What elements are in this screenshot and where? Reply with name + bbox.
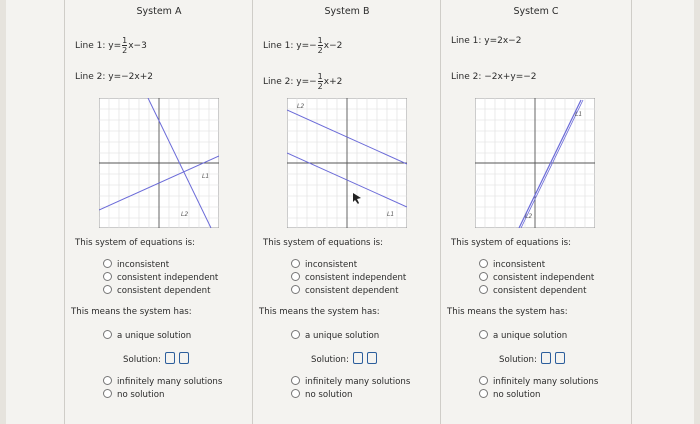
line-label-a: L1 — [575, 111, 583, 118]
unique-solution-option[interactable]: a unique solution — [103, 330, 191, 341]
inconsistent-option[interactable]: inconsistent — [479, 259, 545, 270]
radio-button[interactable] — [103, 272, 112, 281]
means-question: This means the system has: — [71, 307, 192, 317]
solution-input-y[interactable] — [367, 352, 377, 364]
solution-field[interactable]: Solution: — [123, 352, 189, 365]
infinitely-many-option[interactable]: infinitely many solutions — [479, 376, 598, 387]
system-b-panel — [252, 0, 441, 424]
system-title: System A — [136, 6, 182, 17]
worksheet — [6, 0, 694, 424]
line-2-equation: Line 2: y=−2x+2 — [75, 72, 153, 82]
radio-button[interactable] — [103, 285, 112, 294]
system-a-panel — [64, 0, 253, 424]
solution-input-y[interactable] — [555, 352, 565, 364]
graph[interactable] — [475, 98, 595, 228]
unique-solution-option[interactable]: a unique solution — [291, 330, 379, 341]
system-title: System C — [513, 6, 559, 17]
radio-button[interactable] — [479, 259, 488, 268]
radio-button[interactable] — [479, 376, 488, 385]
infinitely-many-option[interactable]: infinitely many solutions — [291, 376, 410, 387]
solution-input-y[interactable] — [179, 352, 189, 364]
line-2-equation: Line 2: −2x+y=−2 — [451, 72, 537, 82]
solution-field[interactable]: Solution: — [499, 352, 565, 365]
system-c-panel — [440, 0, 632, 424]
unique-solution-option[interactable]: a unique solution — [479, 330, 567, 341]
consistent-dependent-option[interactable]: consistent dependent — [103, 285, 210, 296]
radio-button[interactable] — [479, 272, 488, 281]
no-solution-option[interactable]: no solution — [103, 389, 164, 400]
infinitely-many-option[interactable]: infinitely many solutions — [103, 376, 222, 387]
line-label-b: L2 — [525, 213, 533, 220]
radio-button[interactable] — [291, 272, 300, 281]
no-solution-option[interactable]: no solution — [479, 389, 540, 400]
classification-question: This system of equations is: — [263, 238, 383, 248]
consistent-independent-option[interactable]: consistent independent — [291, 272, 406, 283]
system-title: System B — [324, 6, 370, 17]
line-1-equation: Line 1: y=− $\frac{1}{2}$ x−2 — [263, 36, 343, 55]
solution-field[interactable]: Solution: — [311, 352, 377, 365]
solution-input-x[interactable] — [541, 352, 551, 364]
radio-button[interactable] — [103, 330, 112, 339]
line-label-b: L1 — [387, 211, 395, 218]
line-2-equation: Line 2: y=− $\frac{1}{2}$ x+2 — [263, 72, 343, 91]
line-label-a: L1 — [202, 173, 210, 180]
inconsistent-option[interactable]: inconsistent — [103, 259, 169, 270]
radio-button[interactable] — [291, 330, 300, 339]
radio-button[interactable] — [291, 376, 300, 385]
radio-button[interactable] — [479, 330, 488, 339]
graph[interactable] — [99, 98, 219, 228]
solution-input-x[interactable] — [165, 352, 175, 364]
no-solution-option[interactable]: no solution — [291, 389, 352, 400]
graph[interactable] — [287, 98, 407, 228]
consistent-independent-option[interactable]: consistent independent — [479, 272, 594, 283]
radio-button[interactable] — [103, 259, 112, 268]
radio-button[interactable] — [103, 376, 112, 385]
consistent-independent-option[interactable]: consistent independent — [103, 272, 218, 283]
line-1-equation: Line 1: y= $\frac{1}{2}$ x−3 — [75, 36, 147, 55]
radio-button[interactable] — [479, 285, 488, 294]
classification-question: This system of equations is: — [75, 238, 195, 248]
line-label-b: L2 — [181, 211, 189, 218]
classification-question: This system of equations is: — [451, 238, 571, 248]
consistent-dependent-option[interactable]: consistent dependent — [291, 285, 398, 296]
radio-button[interactable] — [291, 259, 300, 268]
radio-button[interactable] — [291, 389, 300, 398]
line-label-a: L2 — [297, 103, 305, 110]
line-1-equation: Line 1: y=2x−2 — [451, 36, 522, 46]
consistent-dependent-option[interactable]: consistent dependent — [479, 285, 586, 296]
radio-button[interactable] — [103, 389, 112, 398]
inconsistent-option[interactable]: inconsistent — [291, 259, 357, 270]
radio-button[interactable] — [479, 389, 488, 398]
means-question: This means the system has: — [259, 307, 380, 317]
means-question: This means the system has: — [447, 307, 568, 317]
radio-button[interactable] — [291, 285, 300, 294]
solution-input-x[interactable] — [353, 352, 363, 364]
